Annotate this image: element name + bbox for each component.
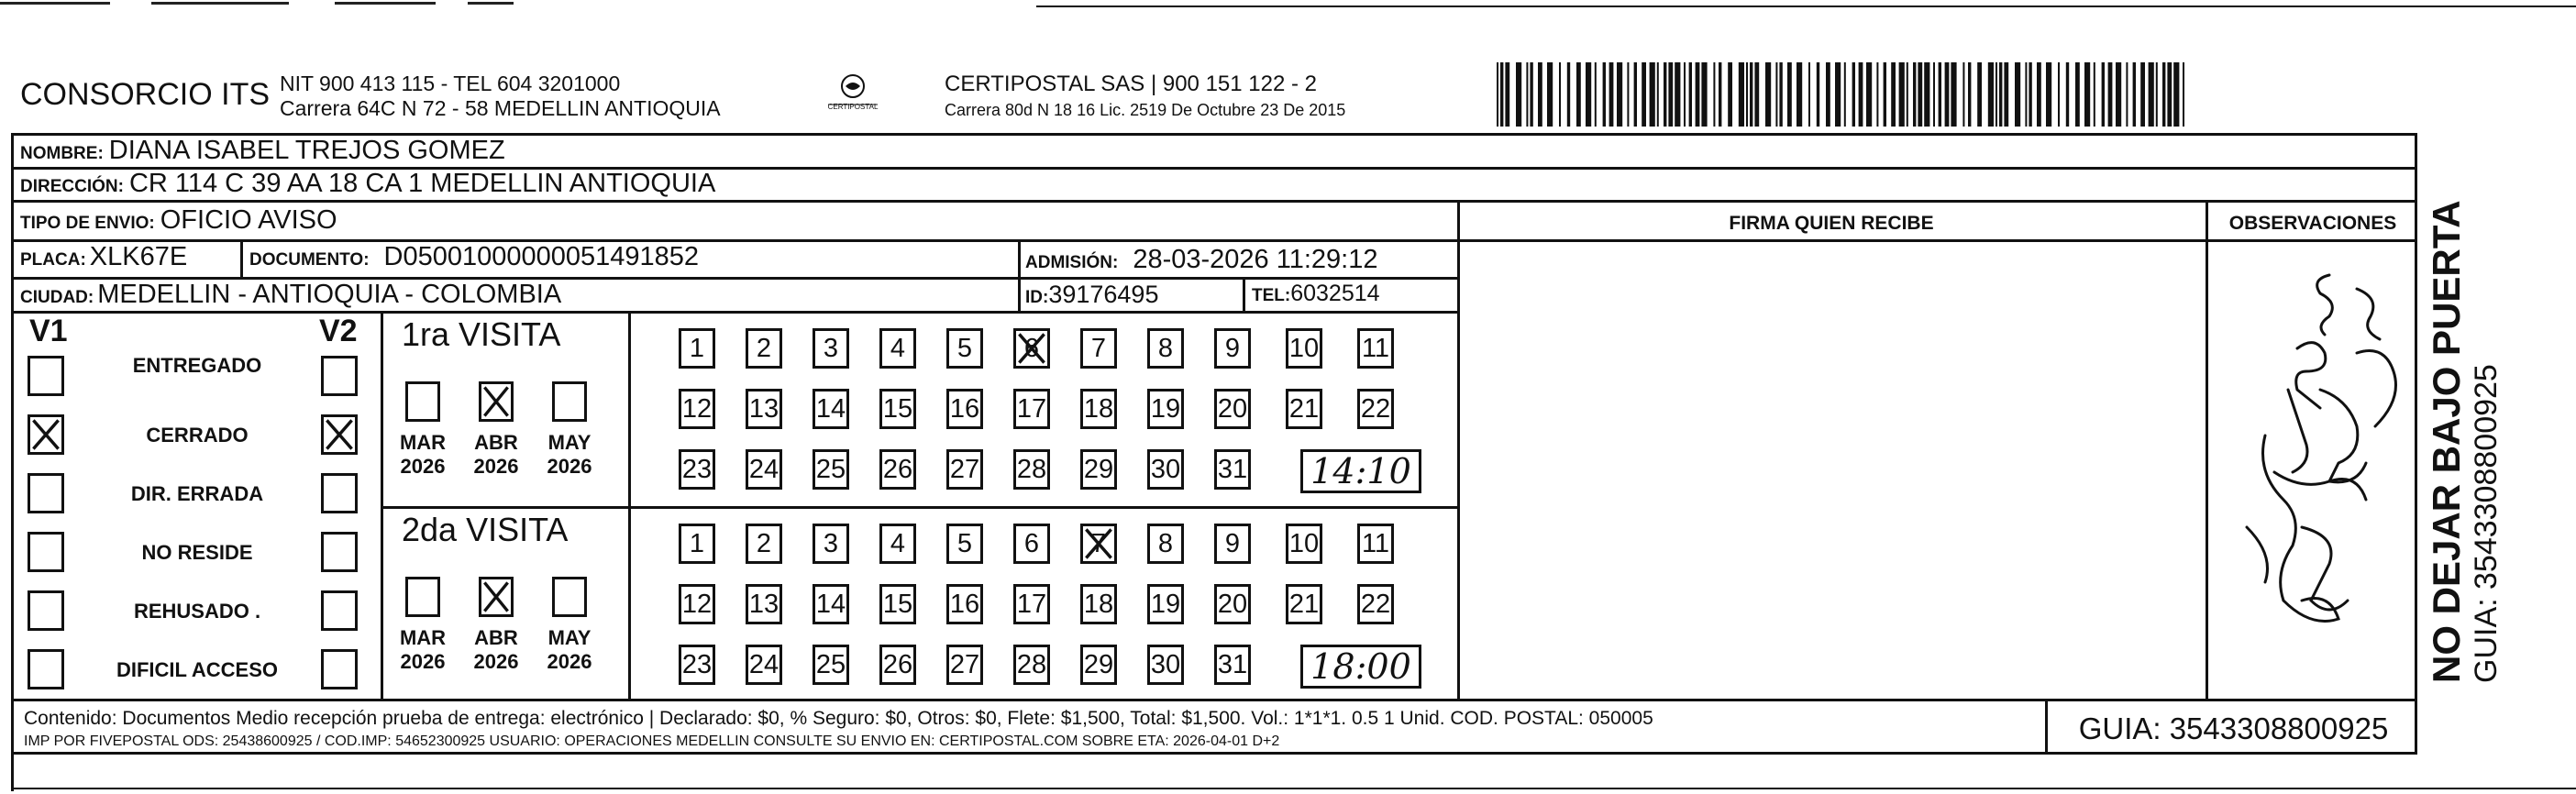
- barcode-bar: [2108, 62, 2113, 127]
- day-box[interactable]: 24: [746, 645, 782, 685]
- barcode-bar: [1750, 62, 1752, 127]
- barcode-bar: [2102, 62, 2105, 127]
- v2-checkbox[interactable]: [321, 473, 358, 513]
- address-row: [20, 169, 715, 199]
- barcode-bar: [2140, 62, 2145, 127]
- day-box[interactable]: 16: [946, 389, 983, 429]
- day-box[interactable]: 11: [1357, 524, 1394, 564]
- barcode-bar: [2173, 62, 2179, 127]
- barcode-bar: [1907, 62, 1908, 127]
- day-box[interactable]: 21: [1286, 584, 1322, 624]
- reason-label: ENTREGADO: [132, 354, 262, 377]
- reason-label: CERRADO: [146, 424, 249, 447]
- barcode-bar: [1689, 62, 1692, 127]
- month-year: 2026: [400, 650, 446, 674]
- barcode-bar: [1951, 62, 1956, 127]
- month-name: ABR: [474, 431, 518, 454]
- barcode-bar: [2183, 62, 2184, 127]
- month-name: ABR: [474, 626, 518, 649]
- day-box[interactable]: 6: [1013, 328, 1050, 369]
- barcode-bar: [1603, 62, 1606, 127]
- day-box[interactable]: 2: [746, 328, 782, 369]
- barcode-bar: [1696, 62, 1700, 127]
- barcode-bar: [1977, 62, 1982, 127]
- month-checkbox[interactable]: [552, 577, 587, 617]
- barcode-bar: [2029, 62, 2031, 127]
- company-address: Carrera 64C N 72 - 58 MEDELLIN ANTIOQUIA: [280, 96, 721, 120]
- barcode-bar: [1576, 62, 1581, 127]
- recipient-address: CR 114 C 39 AA 18 CA 1 MEDELLIN ANTIOQUIA: [128, 169, 716, 198]
- month-label: [534, 626, 605, 675]
- barcode-bar: [1728, 62, 1732, 127]
- barcode-bar: [1567, 62, 1570, 127]
- v2-checkbox[interactable]: [321, 649, 358, 689]
- day-box[interactable]: 16: [946, 584, 983, 624]
- side-text: [2426, 200, 2504, 683]
- month-checkbox[interactable]: [552, 381, 587, 422]
- city-label: CIUDAD:: [20, 288, 94, 307]
- certipostal-logo: [821, 72, 885, 117]
- barcode-bar: [1884, 62, 1886, 127]
- side-guia: GUIA: 3543308800925: [2469, 364, 2504, 683]
- barcode-bar: [1996, 62, 1997, 127]
- barcode-bar: [1808, 62, 1810, 127]
- month-checkbox[interactable]: [479, 381, 514, 422]
- day-box[interactable]: 12: [679, 389, 715, 429]
- reason-label: DIFICIL ACCESO: [116, 658, 278, 681]
- day-box[interactable]: 27: [946, 449, 983, 490]
- day-box[interactable]: 30: [1147, 449, 1184, 490]
- day-box[interactable]: 11: [1357, 328, 1394, 369]
- day-box[interactable]: 5: [946, 524, 983, 564]
- day-box[interactable]: 18: [1080, 584, 1117, 624]
- barcode: [1497, 62, 2184, 127]
- barcode-bar: [2126, 62, 2128, 127]
- logo-text: CERTIPOSTAL: [827, 103, 879, 111]
- day-box[interactable]: 17: [1013, 389, 1050, 429]
- barcode-bar: [1684, 62, 1686, 127]
- day-box[interactable]: 9: [1214, 524, 1251, 564]
- barcode-bar: [2037, 62, 2041, 127]
- day-box[interactable]: 20: [1214, 584, 1251, 624]
- barcode-bar: [1754, 62, 1759, 127]
- day-box[interactable]: 8: [1147, 524, 1184, 564]
- barcode-bar: [1775, 62, 1777, 127]
- day-box[interactable]: 23: [679, 645, 715, 685]
- v2-checkbox[interactable]: [321, 414, 358, 455]
- barcode-bar: [1779, 62, 1782, 127]
- admission-value: 28-03-2026 11:29:12: [1133, 245, 1378, 274]
- observations-header: OBSERVACIONES: [2228, 213, 2397, 234]
- day-box[interactable]: 15: [879, 584, 916, 624]
- visit-title: 2da VISITA: [402, 511, 569, 548]
- plate-value: XLK67E: [89, 242, 188, 271]
- barcode-bar: [1668, 62, 1673, 127]
- doc-value: D05001000000051491852: [383, 242, 700, 271]
- tel-label: TEL:: [1252, 286, 1291, 305]
- barcode-bar: [1787, 62, 1792, 127]
- barcode-bar: [1516, 62, 1521, 127]
- barcode-bar: [1595, 62, 1597, 127]
- day-box[interactable]: 3: [813, 524, 849, 564]
- barcode-bar: [2167, 62, 2172, 127]
- day-box[interactable]: 23: [679, 449, 715, 490]
- day-box[interactable]: 8: [1147, 328, 1184, 369]
- barcode-bar: [1526, 62, 1528, 127]
- v1-checkbox[interactable]: [28, 649, 64, 689]
- barcode-bar: [1657, 62, 1659, 127]
- month-checkbox[interactable]: [405, 381, 440, 422]
- day-box[interactable]: 3: [813, 328, 849, 369]
- type-row: [20, 205, 337, 236]
- top-dash-marks: [0, 0, 514, 7]
- barcode-bar: [1945, 62, 1950, 127]
- barcode-bar: [1859, 62, 1863, 127]
- v1-checkbox[interactable]: [28, 414, 64, 455]
- barcode-bar: [1918, 62, 1922, 127]
- day-box[interactable]: 6: [1013, 524, 1050, 564]
- id-row: [1025, 281, 1158, 309]
- barcode-bar: [2004, 62, 2008, 127]
- barcode-bar: [1500, 62, 1503, 127]
- barcode-bar: [1826, 62, 1830, 127]
- day-box[interactable]: 30: [1147, 645, 1184, 685]
- side-warning: NO DEJAR BAJO PUERTA: [2425, 200, 2468, 683]
- barcode-bar: [1765, 62, 1771, 127]
- barcode-bar: [2116, 62, 2121, 127]
- barcode-bar: [2025, 62, 2027, 127]
- company-nit: NIT 900 413 115 - TEL 604 3201000: [280, 72, 621, 95]
- barcode-bar: [1538, 62, 1542, 127]
- day-box[interactable]: 25: [813, 449, 849, 490]
- barcode-bar: [1664, 62, 1666, 127]
- barcode-bar: [1642, 62, 1646, 127]
- day-box[interactable]: 19: [1147, 389, 1184, 429]
- month-year: 2026: [473, 650, 519, 674]
- month-name: MAY: [547, 626, 591, 649]
- day-box[interactable]: 2: [746, 524, 782, 564]
- day-box[interactable]: 7: [1080, 524, 1117, 564]
- barcode-bar: [1746, 62, 1748, 127]
- day-box[interactable]: 26: [879, 645, 916, 685]
- barcode-bar: [2149, 62, 2154, 127]
- reason-label: DIR. ERRADA: [130, 482, 264, 505]
- city-value: MEDELLIN - ANTIOQUIA - COLOMBIA: [97, 280, 562, 309]
- v1-label: V1: [29, 314, 68, 348]
- barcode-bar: [2075, 62, 2080, 127]
- barcode-bar: [1939, 62, 1941, 127]
- barcode-bar: [1559, 62, 1561, 127]
- day-box[interactable]: 31: [1214, 645, 1251, 685]
- visit-time: 14:10: [1300, 449, 1421, 493]
- barcode-bar: [1899, 62, 1905, 127]
- v1-checkbox[interactable]: [28, 356, 64, 396]
- barcode-bar: [1634, 62, 1637, 127]
- day-box[interactable]: 29: [1080, 449, 1117, 490]
- barcode-bar: [1609, 62, 1614, 127]
- day-box[interactable]: 22: [1357, 389, 1394, 429]
- month-year: 2026: [547, 650, 592, 674]
- day-box[interactable]: 26: [879, 449, 916, 490]
- barcode-bar: [1866, 62, 1872, 127]
- barcode-bar: [1835, 62, 1841, 127]
- barcode-bar: [1627, 62, 1629, 127]
- barcode-bar: [1797, 62, 1802, 127]
- day-box[interactable]: 10: [1286, 328, 1322, 369]
- month-name: MAY: [547, 431, 591, 454]
- barcode-bar: [2015, 62, 2020, 127]
- footer-contenido: Contenido: Documentos Medio recepción prueba de entrega: electrónico | Declarado: $0, % Seguro: $0, Otros: $0, Flete: $1,500, Total: $1,500. Vol.: 1*1*1. 0.5 1 Unid. COD. POSTAL: 050005: [24, 708, 1653, 729]
- barcode-bar: [1530, 62, 1532, 127]
- barcode-bar: [1988, 62, 1994, 127]
- day-box[interactable]: 31: [1214, 449, 1251, 490]
- barcode-bar: [1962, 62, 1964, 127]
- partner-name: CERTIPOSTAL SAS | 900 151 122 - 2: [945, 72, 1317, 96]
- plate-label: PLACA:: [20, 250, 86, 270]
- day-box[interactable]: 12: [679, 584, 715, 624]
- partner-address: Carrera 80d N 18 16 Lic. 2519 De Octubre 23 De 2015: [945, 101, 1346, 119]
- company-name: CONSORCIO ITS: [20, 77, 271, 112]
- day-box[interactable]: 13: [746, 584, 782, 624]
- name-label: NOMBRE:: [20, 144, 104, 163]
- handwritten-signature: [2210, 252, 2412, 656]
- day-box[interactable]: 27: [946, 645, 983, 685]
- admission-row: [1025, 245, 1377, 275]
- day-box[interactable]: 14: [813, 584, 849, 624]
- day-box[interactable]: 17: [1013, 584, 1050, 624]
- month-name: MAR: [399, 626, 447, 649]
- month-label: [387, 626, 459, 675]
- barcode-bar: [1701, 62, 1707, 127]
- visit-time: 18:00: [1300, 645, 1421, 689]
- month-label: [460, 431, 532, 480]
- barcode-bar: [1852, 62, 1855, 127]
- barcode-bar: [2058, 62, 2060, 127]
- barcode-bar: [1675, 62, 1680, 127]
- barcode-bar: [2156, 62, 2158, 127]
- barcode-bar: [1713, 62, 1715, 127]
- day-box[interactable]: 9: [1214, 328, 1251, 369]
- day-box[interactable]: 21: [1286, 389, 1322, 429]
- barcode-bar: [1739, 62, 1744, 127]
- month-checkbox[interactable]: [479, 577, 514, 617]
- reason-label: REHUSADO .: [133, 600, 261, 623]
- barcode-bar: [1913, 62, 1916, 127]
- barcode-bar: [1844, 62, 1846, 127]
- month-year: 2026: [473, 455, 519, 479]
- day-box[interactable]: 22: [1357, 584, 1394, 624]
- month-year: 2026: [547, 455, 592, 479]
- id-label: ID:: [1025, 288, 1049, 307]
- footer-guia: GUIA: 3543308800925: [2078, 711, 2389, 745]
- city-row: [20, 280, 561, 310]
- doc-label: DOCUMENTO:: [249, 250, 370, 270]
- v1-checkbox[interactable]: [28, 532, 64, 572]
- barcode-bar: [1497, 62, 1498, 127]
- month-year: 2026: [400, 455, 446, 479]
- day-box[interactable]: 24: [746, 449, 782, 490]
- v2-checkbox[interactable]: [321, 590, 358, 631]
- barcode-bar: [1586, 62, 1591, 127]
- v2-label: V2: [319, 314, 358, 348]
- plate-row: [20, 242, 187, 272]
- day-box[interactable]: 10: [1286, 524, 1322, 564]
- v2-checkbox[interactable]: [321, 356, 358, 396]
- month-label: [534, 431, 605, 480]
- month-label: [387, 431, 459, 480]
- day-box[interactable]: 7: [1080, 328, 1117, 369]
- barcode-bar: [2162, 62, 2165, 127]
- barcode-bar: [2066, 62, 2069, 127]
- day-box[interactable]: 18: [1080, 389, 1117, 429]
- day-box[interactable]: 14: [813, 389, 849, 429]
- day-box[interactable]: 1: [679, 328, 715, 369]
- day-box[interactable]: 28: [1013, 645, 1050, 685]
- barcode-bar: [1817, 62, 1819, 127]
- barcode-bar: [1891, 62, 1896, 127]
- day-box[interactable]: 25: [813, 645, 849, 685]
- day-box[interactable]: 4: [879, 328, 916, 369]
- tel-row: [1252, 281, 1380, 307]
- reason-label: NO RESIDE: [141, 541, 253, 564]
- barcode-bar: [2094, 62, 2095, 127]
- day-box[interactable]: 5: [946, 328, 983, 369]
- day-box[interactable]: 28: [1013, 449, 1050, 490]
- month-checkbox[interactable]: [405, 577, 440, 617]
- v2-checkbox[interactable]: [321, 532, 358, 572]
- doc-row: [249, 242, 699, 272]
- barcode-bar: [2084, 62, 2090, 127]
- visit-title: 1ra VISITA: [402, 315, 561, 353]
- tel-value: 6032514: [1290, 281, 1380, 306]
- barcode-bar: [1617, 62, 1622, 127]
- day-box[interactable]: 29: [1080, 645, 1117, 685]
- shipment-type: OFICIO AVISO: [160, 205, 337, 235]
- type-label: TIPO DE ENVIO:: [20, 214, 155, 233]
- day-box[interactable]: 20: [1214, 389, 1251, 429]
- barcode-bar: [1924, 62, 1929, 127]
- barcode-bar: [1650, 62, 1655, 127]
- signature-header: FIRMA QUIEN RECIBE: [1729, 213, 1934, 234]
- address-label: DIRECCIÓN:: [20, 177, 124, 196]
- day-box[interactable]: 19: [1147, 584, 1184, 624]
- day-box[interactable]: 15: [879, 389, 916, 429]
- month-name: MAR: [399, 431, 447, 454]
- barcode-bar: [1505, 62, 1509, 127]
- barcode-bar: [2133, 62, 2136, 127]
- day-box[interactable]: 13: [746, 389, 782, 429]
- footer-imp: IMP POR FIVEPOSTAL ODS: 25438600925 / COD.IMP: 54652300925 USUARIO: OPERACIONES MEDELLIN CONSULTE SU ENVIO EN: CERTIPOSTAL.COM SOBRE ETA: 2026-04-01 D+2: [24, 733, 1280, 749]
- barcode-bar: [1876, 62, 1878, 127]
- v1-checkbox[interactable]: [28, 590, 64, 631]
- recipient-name: DIANA ISABEL TREJOS GOMEZ: [108, 136, 505, 165]
- barcode-bar: [1968, 62, 1971, 127]
- barcode-bar: [1999, 62, 2002, 127]
- barcode-bar: [1719, 62, 1721, 127]
- day-box[interactable]: 4: [879, 524, 916, 564]
- barcode-bar: [2046, 62, 2051, 127]
- barcode-bar: [1547, 62, 1553, 127]
- id-value: 39176495: [1048, 281, 1159, 308]
- v1-checkbox[interactable]: [28, 473, 64, 513]
- barcode-bar: [1933, 62, 1935, 127]
- month-label: [460, 626, 532, 675]
- admission-label: ADMISIÓN:: [1025, 253, 1119, 272]
- day-box[interactable]: 1: [679, 524, 715, 564]
- name-row: [20, 136, 505, 166]
